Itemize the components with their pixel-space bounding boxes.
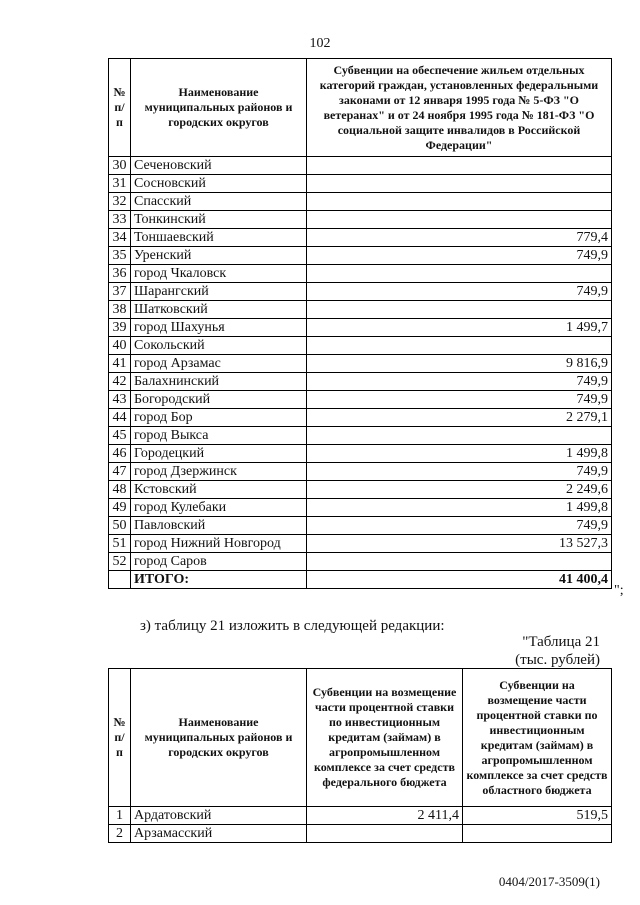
row-num: 49: [109, 499, 131, 517]
row-regional: [463, 825, 612, 843]
header-num: № п/п: [109, 59, 131, 157]
row-num: 1: [109, 807, 131, 825]
row-num: 46: [109, 445, 131, 463]
row-value: 779,4: [307, 229, 612, 247]
t2-header-regional: Субвенции на возмещение части процентной ставки по инвестиционным кредитам (займам) в агропромышленном комплексе за счет средств областного бюджета: [463, 669, 612, 807]
row-value: [307, 337, 612, 355]
row-num: 51: [109, 535, 131, 553]
table-row: [109, 445, 612, 463]
row-federal: [307, 825, 463, 843]
table2-body: [109, 807, 612, 843]
row-value: 749,9: [307, 517, 612, 535]
row-federal: 2 411,4: [307, 807, 463, 825]
row-num: 38: [109, 301, 131, 319]
row-num: 43: [109, 391, 131, 409]
row-name: город Чкаловск: [131, 265, 307, 283]
table-row: [109, 193, 612, 211]
row-num: 33: [109, 211, 131, 229]
table21-title: "Таблица 21: [522, 634, 600, 650]
row-num: 50: [109, 517, 131, 535]
row-value: 749,9: [307, 283, 612, 301]
total-num: [109, 571, 131, 589]
row-num: 37: [109, 283, 131, 301]
table-row: [109, 481, 612, 499]
row-num: 32: [109, 193, 131, 211]
table-row: [109, 319, 612, 337]
table-row: [109, 463, 612, 481]
table-row: [109, 427, 612, 445]
row-name: Богородский: [131, 391, 307, 409]
row-name: Кстовский: [131, 481, 307, 499]
row-name: Сосновский: [131, 175, 307, 193]
row-num: 39: [109, 319, 131, 337]
row-name: Шарангский: [131, 283, 307, 301]
table-row: [109, 229, 612, 247]
row-value: 1 499,8: [307, 445, 612, 463]
row-num: 31: [109, 175, 131, 193]
row-name: город Выкса: [131, 427, 307, 445]
table-row: [109, 825, 612, 843]
row-num: 48: [109, 481, 131, 499]
table-row: [109, 553, 612, 571]
row-value: 9 816,9: [307, 355, 612, 373]
row-name: город Шахунья: [131, 319, 307, 337]
row-name: город Бор: [131, 409, 307, 427]
table-row: [109, 499, 612, 517]
row-num: 34: [109, 229, 131, 247]
subsidy-interest-table: [108, 668, 612, 843]
row-name: Ардатовский: [131, 807, 307, 825]
row-value: 1 499,8: [307, 499, 612, 517]
instruction-paragraph: з) таблицу 21 изложить в следующей редакции:: [140, 618, 445, 634]
row-name: город Арзамас: [131, 355, 307, 373]
row-name: Арзамасский: [131, 825, 307, 843]
table-row: [109, 355, 612, 373]
row-num: 45: [109, 427, 131, 445]
row-value: [307, 301, 612, 319]
page-number: 102: [309, 36, 331, 51]
table-row: [109, 301, 612, 319]
row-name: Тонкинский: [131, 211, 307, 229]
row-value: [307, 553, 612, 571]
row-name: Сеченовский: [131, 157, 307, 175]
table21-unit: (тыс. рублей): [515, 652, 600, 668]
row-value: 2 249,6: [307, 481, 612, 499]
table-row: [109, 157, 612, 175]
row-name: Спасский: [131, 193, 307, 211]
row-name: Уренский: [131, 247, 307, 265]
row-name: город Кулебаки: [131, 499, 307, 517]
row-name: город Дзержинск: [131, 463, 307, 481]
table-row: [109, 283, 612, 301]
table-row: [109, 337, 612, 355]
row-value: 1 499,7: [307, 319, 612, 337]
table-row: [109, 247, 612, 265]
table-row: [109, 517, 612, 535]
table-row: [109, 409, 612, 427]
table-row: [109, 211, 612, 229]
row-name: город Саров: [131, 553, 307, 571]
row-value: 13 527,3: [307, 535, 612, 553]
row-name: Тоншаевский: [131, 229, 307, 247]
row-value: 2 279,1: [307, 409, 612, 427]
row-regional: 519,5: [463, 807, 612, 825]
t2-header-num: № п/п: [109, 669, 131, 807]
t2-header-federal: Субвенции на возмещение части процентной ставки по инвестиционным кредитам (займам) в агропромышленном комплексе за счет средств федерального бюджета: [307, 669, 463, 807]
table-row: [109, 807, 612, 825]
row-value: 749,9: [307, 247, 612, 265]
row-name: город Нижний Новгород: [131, 535, 307, 553]
row-name: Сокольский: [131, 337, 307, 355]
table-row: [109, 391, 612, 409]
table-row: [109, 373, 612, 391]
row-value: 749,9: [307, 391, 612, 409]
row-num: 2: [109, 825, 131, 843]
row-value: [307, 265, 612, 283]
row-num: 42: [109, 373, 131, 391]
document-code: 0404/2017-3509(1): [498, 874, 600, 889]
closing-quote-mark: ";: [614, 583, 624, 598]
total-value: 41 400,4: [307, 571, 612, 589]
row-num: 30: [109, 157, 131, 175]
row-num: 44: [109, 409, 131, 427]
table-row: [109, 175, 612, 193]
row-value: [307, 211, 612, 229]
row-num: 52: [109, 553, 131, 571]
row-num: 35: [109, 247, 131, 265]
t2-header-name: Наименование муниципальных районов и городских округов: [131, 669, 307, 807]
row-name: Шатковский: [131, 301, 307, 319]
row-value: [307, 427, 612, 445]
header-name: Наименование муниципальных районов и городских округов: [131, 59, 307, 157]
row-name: Балахнинский: [131, 373, 307, 391]
header-value: Субвенции на обеспечение жильем отдельных категорий граждан, установленных федеральными законами от 12 января 1995 года № 5-ФЗ "О ветеранах" и от 24 ноября 1995 года № 181-ФЗ "О социальной защите инвалидов в Российской Федерации": [307, 59, 612, 157]
table-row: [109, 265, 612, 283]
row-name: Городецкий: [131, 445, 307, 463]
table1-body: [109, 157, 612, 571]
row-value: [307, 175, 612, 193]
row-value: [307, 193, 612, 211]
row-num: 47: [109, 463, 131, 481]
row-num: 40: [109, 337, 131, 355]
row-value: [307, 157, 612, 175]
total-label: ИТОГО:: [131, 571, 307, 589]
subsidy-housing-table: [108, 58, 612, 589]
row-num: 36: [109, 265, 131, 283]
row-name: Павловский: [131, 517, 307, 535]
table-row: [109, 535, 612, 553]
row-num: 41: [109, 355, 131, 373]
row-value: 749,9: [307, 373, 612, 391]
row-value: 749,9: [307, 463, 612, 481]
